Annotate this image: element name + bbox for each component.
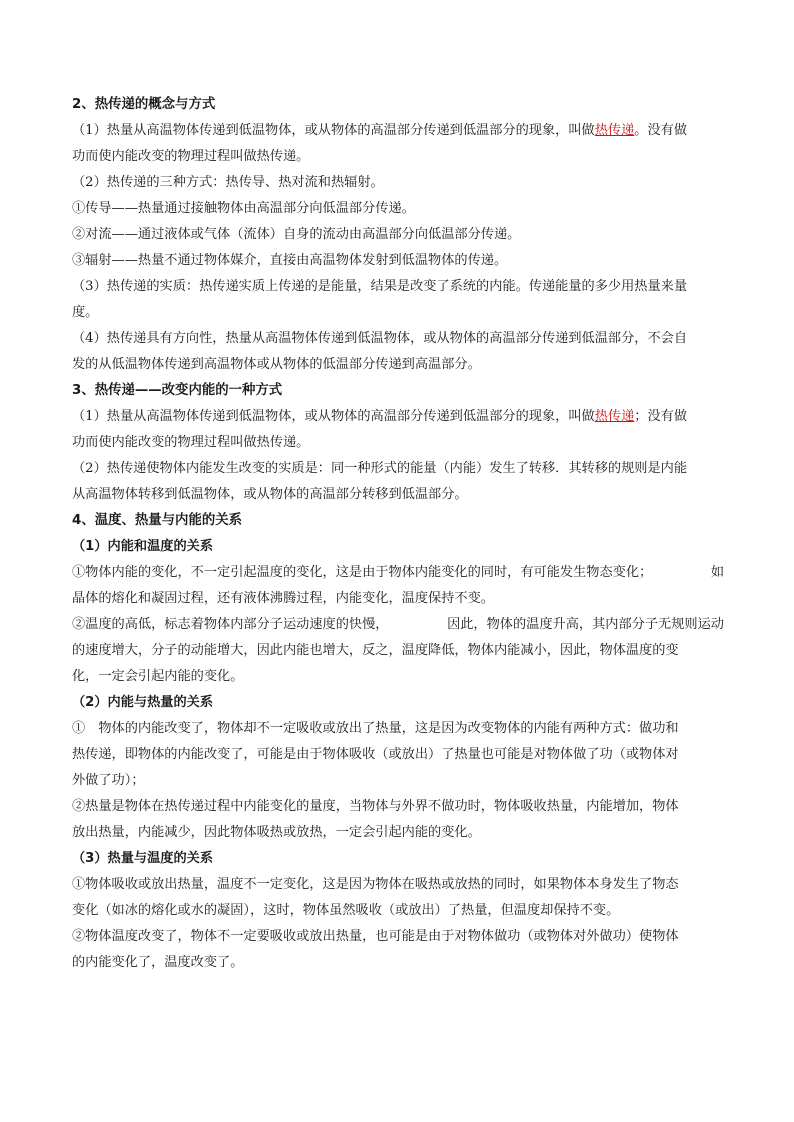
subsection-internal-energy-temperature: （1）内能和温度的关系	[72, 539, 214, 554]
s2-paragraph-3-line-1: （3）热传递的实质：热传递实质上传递的是能量，结果是改变了系统的内能。传递能量的多少用热量来量	[72, 279, 688, 294]
s2-paragraph-2: （2）热传递的三种方式：热传导、热对流和热辐射。	[72, 175, 384, 190]
key-term-heat-transfer-2: 热传递	[594, 409, 635, 424]
s4-b2-line-1: ②热量是物体在热传递过程中内能变化的量度，当物体与外界不做功时，物体吸收热量，内能增加，物体	[72, 799, 679, 814]
s4-c2-line-1: ②物体温度改变了，物体不一定要吸收或放出热量，也可能是由于对物体做功（或物体对外做功）使物体	[72, 929, 679, 944]
s4-b2-line-2: 放出热量，内能减少，因此物体吸热或放热，一定会引起内能的变化。	[72, 825, 481, 840]
document-body	[72, 92, 724, 976]
section-3-heading: 3、热传递——改变内能的一种方式	[72, 383, 283, 398]
s4-b1-line-1: ① 物体的内能改变了，物体却不一定吸收或放出了热量，这是因为改变物体的内能有两种方式：做功和	[72, 721, 679, 736]
section-4-heading: 4、温度、热量与内能的关系	[72, 513, 243, 528]
s4-a2-line-1: ②温度的高低，标志着物体内部分子运动速度的快慢， 因此，物体的温度升高，其内部分子无规则运动	[72, 617, 724, 632]
s4-b1-line-2: 热传递，即物体的内能改变了，可能是由于物体吸收（或放出）了热量也可能是对物体做了功（或物体对	[72, 747, 679, 762]
s2-paragraph-radiation: ③辐射——热量不通过物体媒介，直接由高温物体发射到低温物体的传递。	[72, 253, 508, 268]
s2-paragraph-convection: ②对流——通过液体或气体（流体）自身的流动由高温部分向低温部分传递。	[72, 227, 521, 242]
s4-a2-line-3: 化，一定会引起内能的变化。	[72, 669, 244, 684]
s4-c1-line-1: ①物体吸收或放出热量，温度不一定变化，这是因为物体在吸热或放热的同时，如果物体本身发生了物态	[72, 877, 679, 892]
s4-b1-line-3: 外做了功）；	[72, 773, 145, 788]
s2-paragraph-1-line-2: 功而使内能改变的物理过程叫做热传递。	[72, 149, 310, 164]
s4-c2-line-2: 的内能变化了，温度改变了。	[72, 955, 244, 970]
subsection-heat-temperature: （3）热量与温度的关系	[72, 851, 214, 866]
s4-a2-line-2: 的速度增大，分子的动能增大，因此内能也增大，反之，温度降低，物体内能减小，因此，物体温度的变	[72, 643, 679, 658]
s3-paragraph-2-line-1: （2）热传递使物体内能发生改变的实质是：同一种形式的能量（内能）发生了转移．其转移的规则是内能	[72, 461, 688, 476]
key-term-heat-transfer: 热传递	[594, 123, 635, 138]
s4-a1-line-2: 晶体的熔化和凝固过程，还有液体沸腾过程，内能变化，温度保持不变。	[72, 591, 494, 606]
s2-paragraph-3-line-2: 度。	[72, 305, 99, 320]
s2-paragraph-conduction: ①传导——热量通过接触物体由高温部分向低温部分传递。	[72, 201, 415, 216]
s2-paragraph-1-line-1: （1）热量从高温物体传递到低温物体，或从物体的高温部分传递到低温部分的现象，叫做热传递。没有做	[72, 123, 688, 138]
s3-paragraph-2-line-2: 从高温物体转移到低温物体，或从物体的高温部分转移到低温部分。	[72, 487, 468, 502]
s4-c1-line-2: 变化（如冰的熔化或水的凝固），这时，物体虽然吸收（或放出）了热量，但温度却保持不变。	[72, 903, 620, 918]
s4-a1-line-1: ①物体内能的变化，不一定引起温度的变化，这是由于物体内能变化的同时，有可能发生物态变化； 如	[72, 565, 724, 580]
s2-paragraph-4-line-1: （4）热传递具有方向性，热量从高温物体传递到低温物体，或从物体的高温部分传递到低温部分，不会自	[72, 331, 688, 346]
subsection-internal-energy-heat: （2）内能与热量的关系	[72, 695, 214, 710]
s3-paragraph-1-line-1: （1）热量从高温物体传递到低温物体，或从物体的高温部分传递到低温部分的现象，叫做热传递；没有做	[72, 409, 688, 424]
section-2-heading: 2、热传递的概念与方式	[72, 97, 216, 112]
s2-paragraph-4-line-2: 发的从低温物体传递到高温物体或从物体的低温部分传递到高温部分。	[72, 357, 481, 372]
s3-paragraph-1-line-2: 功而使内能改变的物理过程叫做热传递。	[72, 435, 310, 450]
